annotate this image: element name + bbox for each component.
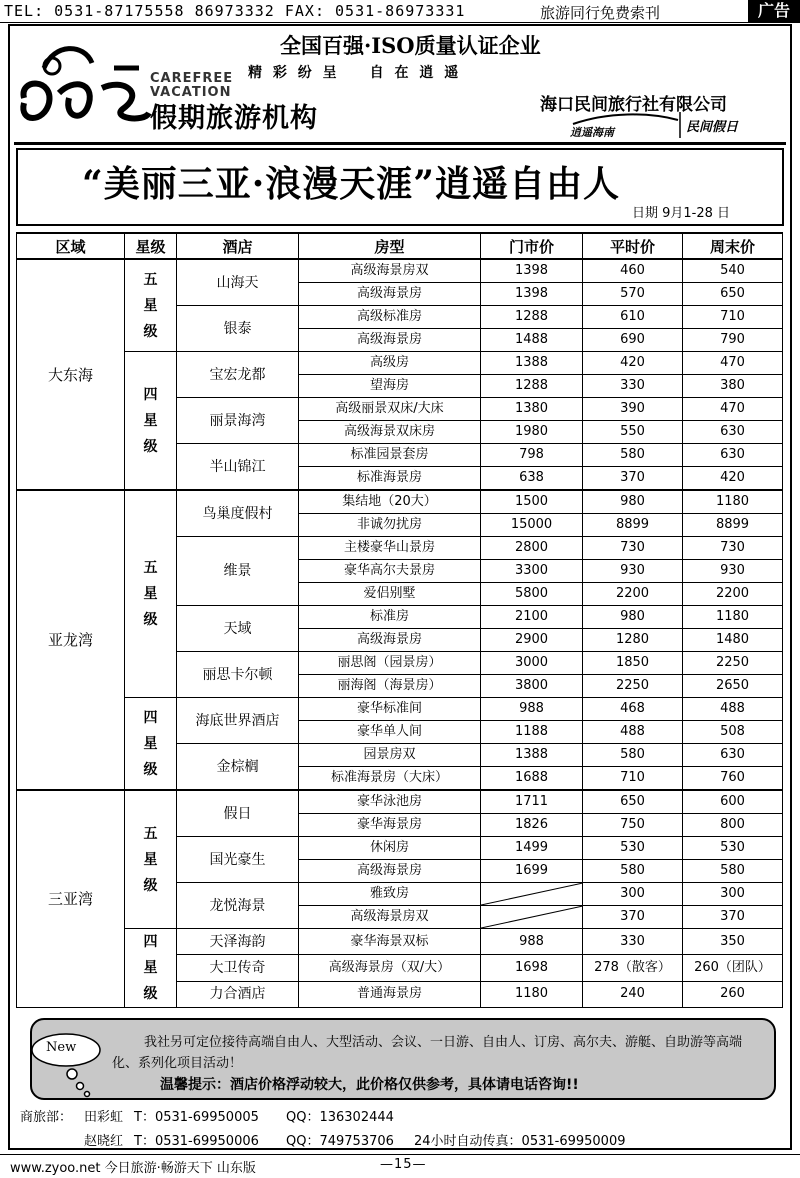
new-badge: New	[46, 1040, 77, 1055]
weekend-price-cell: 488	[683, 698, 783, 721]
weekday-price-cell: 8899	[583, 514, 683, 537]
weekday-price-cell: 1280	[583, 629, 683, 652]
weekend-price-cell: 630	[683, 421, 783, 444]
star-rating-cell	[125, 790, 177, 929]
new-cloud-icon	[24, 1028, 104, 1098]
phone-fax-line: TEL: 0531-87175558 86973332 FAX: 0531-86973331	[4, 2, 466, 20]
weekday-price-cell: 610	[583, 306, 683, 329]
slogan-part-2: 自 在 逍 遥	[369, 65, 462, 81]
room-type-cell: 高级海景房双	[299, 906, 481, 929]
room-type-cell: 雅致房	[299, 883, 481, 906]
weekday-price-cell: 980	[583, 490, 683, 514]
rack-rate-cell: 2900	[481, 629, 583, 652]
weekend-price-cell: 420	[683, 467, 783, 491]
table-header-row	[17, 233, 783, 259]
rack-rate-cell: 1699	[481, 860, 583, 883]
star-rating-cell	[125, 352, 177, 491]
page-title: “美丽三亚·浪漫天涯”逍遥自由人	[82, 163, 620, 205]
star-rating-cell	[125, 490, 177, 698]
hotel-cell: 海底世界酒店	[177, 698, 299, 744]
weekend-price-cell: 530	[683, 837, 783, 860]
weekday-price-cell: 570	[583, 283, 683, 306]
room-type-cell: 高级海景房	[299, 629, 481, 652]
weekday-price-cell: 650	[583, 790, 683, 814]
weekend-price-cell: 2650	[683, 675, 783, 698]
rack-rate-cell: 1380	[481, 398, 583, 421]
weekday-price-cell: 980	[583, 606, 683, 629]
column-header: 星级	[125, 233, 177, 259]
column-header: 房型	[299, 233, 481, 259]
weekday-price-cell: 370	[583, 906, 683, 929]
rack-rate-cell: 1398	[481, 283, 583, 306]
rack-rate-cell: 638	[481, 467, 583, 491]
weekend-price-cell: 370	[683, 906, 783, 929]
rack-rate-cell: 988	[481, 698, 583, 721]
hotel-cell: 国光豪生	[177, 837, 299, 883]
room-type-cell: 标准房	[299, 606, 481, 629]
rack-rate-cell: 1388	[481, 744, 583, 767]
weekend-price-cell: 1180	[683, 490, 783, 514]
rack-rate-cell: 2800	[481, 537, 583, 560]
table-row	[17, 490, 783, 514]
weekend-price-cell: 800	[683, 814, 783, 837]
hotel-cell: 假日	[177, 790, 299, 837]
room-type-cell: 非诚勿扰房	[299, 514, 481, 537]
dept-label: 商旅部：	[20, 1110, 73, 1125]
weekday-price-cell: 2250	[583, 675, 683, 698]
weekday-price-cell: 930	[583, 560, 683, 583]
top-bar	[0, 0, 800, 23]
rack-rate-cell: 3800	[481, 675, 583, 698]
weekday-price-cell: 390	[583, 398, 683, 421]
contact-1-phone: T：0531-69950005	[134, 1110, 259, 1125]
hotel-cell: 龙悦海景	[177, 883, 299, 929]
rack-rate-cell: 2100	[481, 606, 583, 629]
room-type-cell: 高级房	[299, 352, 481, 375]
star-rating-label: 五星级	[143, 271, 158, 340]
weekend-price-cell: 2200	[683, 583, 783, 606]
hotel-cell: 山海天	[177, 259, 299, 306]
star-rating-cell	[125, 929, 177, 1008]
room-type-cell: 高级标准房	[299, 306, 481, 329]
rack-rate-cell: 1288	[481, 375, 583, 398]
certification-heading: 全国百强·ISO质量认证企业	[280, 33, 541, 58]
brand-text-2: 民间假日	[686, 120, 739, 135]
weekday-price-cell: 2200	[583, 583, 683, 606]
weekend-price-cell: 2250	[683, 652, 783, 675]
price-table	[16, 232, 783, 1008]
hotel-cell: 大卫传奇	[177, 955, 299, 981]
room-type-cell: 休闲房	[299, 837, 481, 860]
hotel-cell: 金棕榈	[177, 744, 299, 791]
brand-text-1: 逍遥海南	[570, 126, 614, 139]
room-type-cell: 高级海景房双	[299, 259, 481, 283]
weekday-price-cell: 750	[583, 814, 683, 837]
room-type-cell: 望海房	[299, 375, 481, 398]
weekday-price-cell: 580	[583, 444, 683, 467]
star-rating-cell	[125, 698, 177, 791]
weekend-price-cell: 8899	[683, 514, 783, 537]
rack-rate-cell	[481, 906, 583, 929]
weekend-price-cell: 540	[683, 259, 783, 283]
weekday-price-cell: 468	[583, 698, 683, 721]
room-type-cell: 园景房双	[299, 744, 481, 767]
weekday-price-cell: 300	[583, 883, 683, 906]
star-rating-cell	[125, 259, 177, 352]
rack-rate-cell: 1500	[481, 490, 583, 514]
table-row	[17, 259, 783, 283]
room-type-cell: 高级海景房	[299, 283, 481, 306]
weekend-price-cell: 600	[683, 790, 783, 814]
weekend-price-cell: 630	[683, 444, 783, 467]
room-type-cell: 丽思阁（园景房）	[299, 652, 481, 675]
logo-title: 假期旅游机构	[150, 103, 318, 134]
weekday-price-cell: 370	[583, 467, 683, 491]
room-type-cell: 豪华海景双标	[299, 929, 481, 955]
area-cell: 亚龙湾	[17, 490, 125, 790]
room-type-cell: 主楼豪华山景房	[299, 537, 481, 560]
weekend-price-cell: 930	[683, 560, 783, 583]
hotel-cell: 鸟巢度假村	[177, 490, 299, 537]
rack-rate-cell	[481, 883, 583, 906]
weekday-price-cell: 1850	[583, 652, 683, 675]
weekday-price-cell: 488	[583, 721, 683, 744]
auto-fax: 24小时自动传真：0531-69950009	[414, 1134, 626, 1149]
hotel-cell: 半山锦江	[177, 444, 299, 491]
weekend-price-cell: 1480	[683, 629, 783, 652]
ad-badge: 广告	[748, 0, 800, 22]
weekend-price-cell: 470	[683, 352, 783, 375]
star-rating-label: 四星级	[143, 934, 158, 1002]
company-name: 海口民间旅行社有限公司	[540, 95, 727, 115]
star-rating-label: 五星级	[143, 560, 158, 628]
weekday-price-cell: 330	[583, 929, 683, 955]
room-type-cell: 豪华泳池房	[299, 790, 481, 814]
room-type-cell: 爱侣别墅	[299, 583, 481, 606]
table-row	[17, 929, 783, 955]
rack-rate-cell: 3300	[481, 560, 583, 583]
table-row	[17, 352, 783, 375]
weekday-price-cell: 460	[583, 259, 683, 283]
weekday-price-cell: 330	[583, 375, 683, 398]
column-header: 周末价	[683, 233, 783, 259]
price-tip: 温馨提示：酒店价格浮动较大，此价格仅供参考，具体请电话咨询!!	[160, 1077, 579, 1093]
weekend-price-cell: 260（团队）	[683, 955, 783, 981]
empty-diagonal-icon	[481, 883, 583, 906]
table-row	[17, 790, 783, 814]
weekend-price-cell: 380	[683, 375, 783, 398]
header-divider	[14, 142, 786, 145]
rack-rate-cell: 3000	[481, 652, 583, 675]
table-row	[17, 698, 783, 721]
column-header: 平时价	[583, 233, 683, 259]
hotel-cell: 丽思卡尔顿	[177, 652, 299, 698]
room-type-cell: 高级海景双床房	[299, 421, 481, 444]
area-cell: 三亚湾	[17, 790, 125, 1008]
column-header: 酒店	[177, 233, 299, 259]
weekday-price-cell: 710	[583, 767, 683, 791]
star-rating-label: 四星级	[143, 709, 158, 778]
hotel-cell: 天泽海韵	[177, 929, 299, 955]
rack-rate-cell: 1180	[481, 981, 583, 1007]
room-type-cell: 集结地（20大）	[299, 490, 481, 514]
rack-rate-cell: 1711	[481, 790, 583, 814]
room-type-cell: 豪华标准间	[299, 698, 481, 721]
room-type-cell: 丽海阁（海景房）	[299, 675, 481, 698]
room-type-cell: 豪华海景房	[299, 814, 481, 837]
weekday-price-cell: 690	[583, 329, 683, 352]
rack-rate-cell: 1698	[481, 955, 583, 981]
weekday-price-cell: 580	[583, 860, 683, 883]
weekend-price-cell: 710	[683, 306, 783, 329]
weekend-price-cell: 1180	[683, 606, 783, 629]
weekend-price-cell: 470	[683, 398, 783, 421]
carefree-logo-icon	[14, 38, 154, 138]
room-type-cell: 标准园景套房	[299, 444, 481, 467]
rack-rate-cell: 798	[481, 444, 583, 467]
rack-rate-cell: 15000	[481, 514, 583, 537]
room-type-cell: 高级海景房	[299, 329, 481, 352]
rack-rate-cell: 1980	[481, 421, 583, 444]
logo-en-line-2: VACATION	[150, 85, 232, 100]
rack-rate-cell: 5800	[481, 583, 583, 606]
room-type-cell: 高级海景房（双/大）	[299, 955, 481, 981]
weekend-price-cell: 760	[683, 767, 783, 791]
area-cell: 大东海	[17, 259, 125, 490]
weekend-price-cell: 300	[683, 883, 783, 906]
hotel-cell: 宝宏龙都	[177, 352, 299, 398]
slogan-part-1: 精 彩 纷 呈	[248, 65, 340, 81]
weekday-price-cell: 580	[583, 744, 683, 767]
rack-rate-cell: 1188	[481, 721, 583, 744]
weekend-price-cell: 580	[683, 860, 783, 883]
rack-rate-cell: 1398	[481, 259, 583, 283]
weekend-price-cell: 790	[683, 329, 783, 352]
room-type-cell: 高级丽景双床/大床	[299, 398, 481, 421]
free-index-label: 旅游同行免费索刊	[540, 4, 661, 22]
weekday-price-cell: 278（散客）	[583, 955, 683, 981]
contact-1-name: 田彩虹	[84, 1110, 124, 1125]
date-range: 日期 9月1-28 日	[632, 206, 731, 221]
star-rating-label: 四星级	[143, 386, 158, 455]
footer-site: www.zyoo.net 今日旅游·畅游天下 山东版	[10, 1161, 256, 1176]
room-type-cell: 豪华单人间	[299, 721, 481, 744]
weekend-price-cell: 508	[683, 721, 783, 744]
weekend-price-cell: 260	[683, 981, 783, 1007]
rack-rate-cell: 1826	[481, 814, 583, 837]
weekend-price-cell: 730	[683, 537, 783, 560]
room-type-cell: 标准海景房	[299, 467, 481, 491]
weekend-price-cell: 650	[683, 283, 783, 306]
logo-en-line-1: CAREFREE	[150, 71, 234, 86]
service-note: 我社另可定位接待高端自由人、大型活动、会议、一日游、自由人、订房、高尔夫、游艇、自助游等高端化、系列化项目活动！	[112, 1035, 743, 1071]
rack-rate-cell: 1288	[481, 306, 583, 329]
room-type-cell: 高级海景房	[299, 860, 481, 883]
weekday-price-cell: 240	[583, 981, 683, 1007]
weekday-price-cell: 730	[583, 537, 683, 560]
hotel-cell: 天域	[177, 606, 299, 652]
empty-diagonal-icon	[481, 906, 583, 929]
hotel-cell: 力合酒店	[177, 981, 299, 1007]
star-rating-label: 五星级	[143, 825, 158, 894]
weekend-price-cell: 630	[683, 744, 783, 767]
contact-1-qq: QQ：136302444	[286, 1110, 394, 1125]
contact-2-phone: T：0531-69950006	[134, 1134, 259, 1149]
page-number: —15—	[380, 1157, 427, 1172]
rack-rate-cell: 1499	[481, 837, 583, 860]
hotel-cell: 丽景海湾	[177, 398, 299, 444]
column-header: 门市价	[481, 233, 583, 259]
slogan	[248, 62, 491, 82]
column-header: 区域	[17, 233, 125, 259]
contact-2-qq: QQ：749753706	[286, 1134, 394, 1149]
room-type-cell: 豪华高尔夫景房	[299, 560, 481, 583]
hotel-cell: 维景	[177, 537, 299, 606]
weekend-price-cell: 350	[683, 929, 783, 955]
weekday-price-cell: 550	[583, 421, 683, 444]
rack-rate-cell: 988	[481, 929, 583, 955]
rack-rate-cell: 1688	[481, 767, 583, 791]
weekday-price-cell: 530	[583, 837, 683, 860]
room-type-cell: 标准海景房（大床）	[299, 767, 481, 791]
contact-2-name: 赵晓红	[84, 1134, 124, 1149]
room-type-cell: 普通海景房	[299, 981, 481, 1007]
rack-rate-cell: 1488	[481, 329, 583, 352]
hotel-cell: 银泰	[177, 306, 299, 352]
hainan-brand	[568, 110, 758, 140]
weekday-price-cell: 420	[583, 352, 683, 375]
rack-rate-cell: 1388	[481, 352, 583, 375]
